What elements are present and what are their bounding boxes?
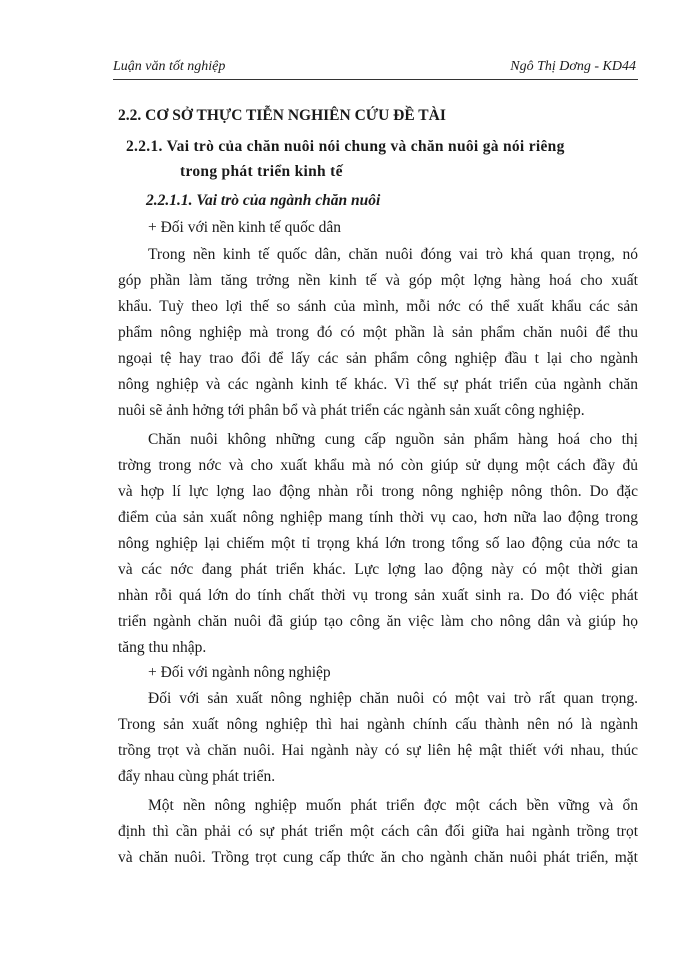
paragraph-line: nông nghiệp và các ngành kinh tế khác. Vì thế sự phát triển của ngành chăn: [118, 376, 638, 393]
paragraph-line: trồng trọt và chăn nuôi. Hai ngành này có sự liên hệ mật thiết với nhau, thúc: [118, 742, 638, 759]
header-left: Luận văn tốt nghiệp: [113, 59, 226, 74]
paragraph-line: đẩy nhau cùng phát triển.: [118, 768, 276, 785]
section-title: 2.2. CƠ SỞ THỰC TIỄN NGHIÊN CỨU ĐỀ TÀI: [118, 107, 446, 124]
paragraph-line: Đối với sản xuất nông nghiệp chăn nuôi có một vai trò rất quan trọng.: [148, 690, 638, 707]
paragraph-line: ngoại tệ hay trao đổi để lấy các sản phẩm công nghiệp đầu t lại cho ngành: [118, 350, 638, 367]
bullet-agriculture: + Đối với ngành nông nghiệp: [148, 664, 331, 681]
paragraph-line: định thì cần phải có sự phát triển một cách cân đối giữa hai ngành trồng trọt: [118, 823, 638, 840]
paragraph-line: điểm của sản xuất nông nghiệp mang tính thời vụ cao, hơn nữa lao động trong: [118, 509, 638, 526]
paragraph-line: và chăn nuôi. Trồng trọt cung cấp thức ăn cho ngành chăn nuôi phát triển, mặt: [118, 849, 638, 866]
paragraph-line: Chăn nuôi không những cung cấp nguồn sản phẩm hàng hoá cho thị: [148, 431, 638, 448]
paragraph-line: và các nớc đang phát triển khác. Lực lợng lao động này có một thời gian: [118, 561, 638, 578]
paragraph-line: trờng trong nớc và cho xuất khẩu mà nó còn giúp sử dụng một cách đầy đủ: [118, 457, 638, 474]
paragraph-line: nông nghiệp lại chiếm một tỉ trọng khá lớn trong tổng số lao động của nớc ta: [118, 535, 638, 552]
paragraph-line: Trong sản xuất nông nghiệp thì hai ngành chính cấu thành nên nó là ngành: [118, 716, 638, 733]
paragraph-line: triển ngành chăn nuôi đã giúp tạo công ăn việc làm cho nông dân và giúp họ: [118, 613, 638, 630]
paragraph-line: nuôi sẽ ảnh hởng tới phân bổ và phát triển các ngành sản xuất công nghiệp.: [118, 402, 585, 419]
paragraph-line: tăng thu nhập.: [118, 639, 207, 656]
bullet-national-economy: + Đối với nền kinh tế quốc dân: [148, 219, 342, 236]
paragraph-line: nhàn rỗi quá lớn do tính chất thời vụ trong sản xuất sinh ra. Do đó việc phát: [118, 587, 638, 604]
paragraph-line: phẩm nông nghiệp mà trong đó có một phần là sản phẩm chăn nuôi để thu: [118, 324, 638, 341]
paragraph-line: góp phần làm tăng trởng nền kinh tế và góp một lợng hàng hoá cho xuất: [118, 272, 638, 289]
subsection-title-line-1: 2.2.1. Vai trò của chăn nuôi nói chung và chăn nuôi gà nói riêng: [126, 138, 565, 155]
subsection-title-line-2: trong phát triển kinh tế: [180, 163, 343, 180]
paragraph-line: khẩu. Tuỳ theo lợi thế so sánh của mình, mỗi nớc có thể xuất khẩu các sản: [118, 298, 638, 315]
paragraph-line: Một nền nông nghiệp muốn phát triển đợc một cách bền vững và ổn: [148, 797, 638, 814]
paragraph-line: Trong nền kinh tế quốc dân, chăn nuôi đóng vai trò khá quan trọng, nó: [148, 246, 638, 263]
page-header: [113, 57, 638, 80]
subsubsection-title: 2.2.1.1. Vai trò của ngành chăn nuôi: [146, 192, 381, 209]
paragraph-line: và hợp lí lực lợng lao động nhàn rỗi trong nông nghiệp nông thôn. Do đặc: [118, 483, 638, 500]
header-right: Ngô Thị Dơng - KD44: [510, 59, 636, 74]
